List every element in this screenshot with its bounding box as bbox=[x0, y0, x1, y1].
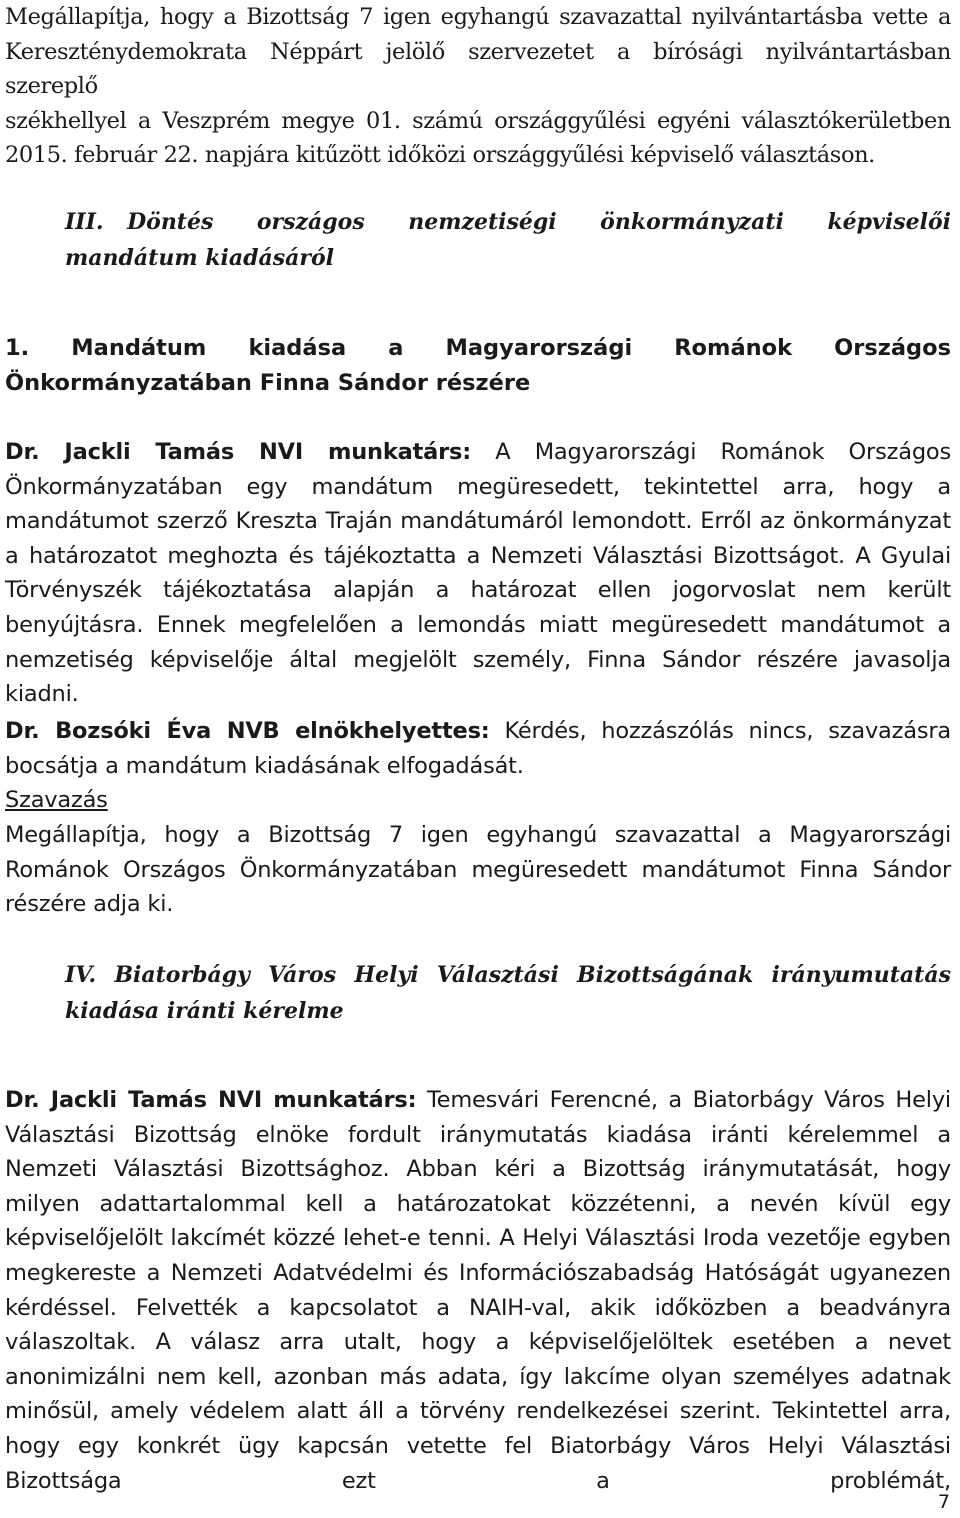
paragraph-bozsoki-vote-call bbox=[5, 714, 951, 783]
heading-word: képviselői bbox=[827, 209, 951, 235]
text-line: Megállapítja, hogy a Bizottság 7 igen egyhangú szavazattal nyilvántartásba vette a bbox=[5, 4, 951, 30]
text-line: 2015. február 22. napjára kitűzött időközi országgyűlési képviselő választáson. bbox=[5, 142, 875, 169]
paragraph-text: A Magyarországi Románok Országos Önkormányzatában egy mandátum megüresedett, tekintettel arra, hogy a mandátumot szerző Kreszta Traján mandátumáról lemondott. Erről az önkormányzat a határozatot meghozta és tájékoztatta a Nemzeti Választási Bizottságot. A Gyulai Törvényszék tájékoztatása alapján a határozat ellen jogorvoslat nem került benyújtásra. Ennek megfelelően a lemondás miatt megüresedett mandátumot a nemzetiség képviselője által megjelölt személy, Finna Sándor részére javasolja kiadni. bbox=[5, 439, 951, 708]
heading-word: 1. bbox=[5, 335, 30, 361]
heading-word: nemzetiségi bbox=[408, 209, 557, 235]
heading-word: a bbox=[388, 335, 404, 361]
paragraph-jackli-romanian-mandate bbox=[5, 435, 951, 712]
heading-line: Biatorbágy Város Helyi Választási Bizottságának irányumutatás bbox=[114, 962, 951, 988]
heading-word: kiadása bbox=[248, 335, 347, 361]
heading-word: országos bbox=[256, 209, 365, 235]
heading-line: Önkormányzatában Finna Sándor részére bbox=[5, 369, 531, 396]
speaker-name: Dr. Bozsóki Éva NVB elnökhelyettes: bbox=[5, 718, 490, 744]
heading-line: mandátum kiadásáról bbox=[65, 245, 335, 271]
section-heading-iii bbox=[65, 204, 951, 276]
paragraph-jackli-biatorbagy-request bbox=[5, 1083, 951, 1498]
paragraph-text: Kérdés, hozzászólás nincs, szavazásra bocsátja a mandátum kiadásának elfogadását. bbox=[5, 718, 952, 779]
speaker-name: Dr. Jackli Tamás NVI munkatárs: bbox=[5, 1087, 417, 1113]
heading-line: kiadása iránti kérelme bbox=[65, 998, 344, 1024]
paragraph-text: Temesvári Ferencné, a Biatorbágy Város Helyi Választási Bizottság elnöke fordult iránymutatás kiadása iránti kérelemmel a Nemzeti Választási Bizottsághoz. Abban kéri a Bizottság iránymutatását, hogy milyen adattartalommal kell a határozatokat közzétenni, a nevén kívül egy képviselőjelölt lakcímét közzé lehet-e tenni. A Helyi Választási Iroda vezetője egyben megkereste a Nemzeti Adatvédelmi és Információszabadság Hatóságát ugyanezen kérdéssel. Felvették a kapcsolatot a NAIH-val, akik időközben a beadványra válaszoltak. A válasz arra utalt, hogy a képviselőjelöltek esetében a nevet anonimizálni nem kell, azonban más adata, így lakcíme olyan személyes adatnak minősül, amely védelem alatt áll a törvény rendelkezései szerint. Tekintettel arra, hogy egy konkrét ügy kapcsán vetette fel Biatorbágy Város Helyi Választási Bizottsága ezt a problémát, bbox=[5, 1087, 951, 1494]
paragraph-registration-decision bbox=[5, 0, 951, 173]
page-number: 7 bbox=[937, 1491, 950, 1513]
paragraph-vote-result bbox=[5, 818, 951, 922]
heading-word: önkormányzati bbox=[600, 209, 784, 235]
heading-word: Döntés bbox=[127, 209, 214, 235]
heading-word: Országos bbox=[834, 335, 951, 361]
item-heading-1 bbox=[5, 331, 951, 400]
section-number: III. bbox=[65, 209, 104, 235]
heading-word: Románok bbox=[674, 335, 793, 361]
heading-word: Mandátum bbox=[71, 335, 207, 361]
paragraph-text: Megállapítja, hogy a Bizottság 7 igen egyhangú szavazattal a Magyarországi Románok Országos Önkormányzatában megüresedett mandátumot Finna Sándor részére adja ki. bbox=[5, 822, 951, 918]
section-number: IV. bbox=[65, 962, 97, 988]
speaker-name: Dr. Jackli Tamás NVI munkatárs: bbox=[5, 439, 472, 465]
text-line: székhellyel a Veszprém megye 01. számú országgyűlési egyéni választókerületben bbox=[5, 107, 951, 134]
vote-label: Szavazás bbox=[5, 787, 108, 813]
section-heading-iv bbox=[65, 957, 951, 1029]
heading-word: Magyarországi bbox=[445, 335, 633, 361]
text-line: Kereszténydemokrata Néppárt jelölő szervezetet a bírósági nyilvántartásban szereplő bbox=[5, 38, 951, 100]
